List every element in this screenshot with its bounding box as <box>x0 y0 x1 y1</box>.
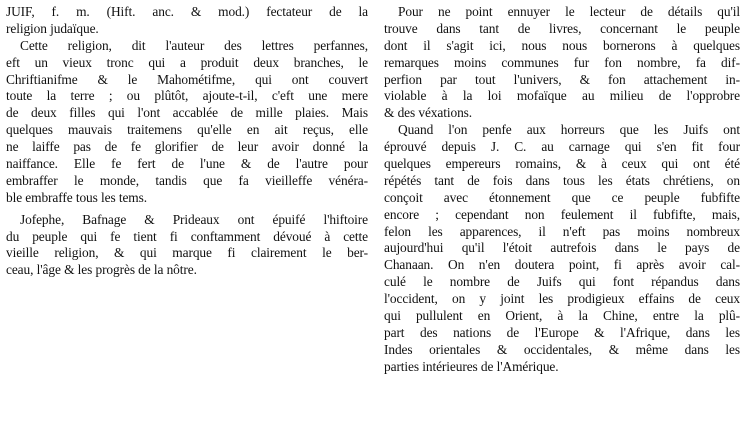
text-line: éprouvé depuis J. C. au carnage qui s'en fit four <box>384 139 740 155</box>
right-column <box>384 4 740 376</box>
text-line: Quand l'on penfe aux horreurs que les Juifs ont <box>398 122 740 138</box>
text-line: qui pullulent en Orient, à la Chine, entre la plû- <box>384 308 740 324</box>
text-line: aujourd'hui qu'il l'étoit autrefois dans le pays de <box>384 240 740 256</box>
text-line: quelques empereurs romains, & à ceux qui ont été <box>384 156 740 172</box>
text-line: conçoit avec étonnement que ce peuple fubfifte <box>384 189 740 205</box>
text-line: parties intérieures de l'Amérique. <box>384 358 559 374</box>
text-line: de deux filles qui l'ont accablée de mille plaies. Mais <box>6 105 368 121</box>
text-line: embraffer le monde, tandis que fa vieilleffe vénéra- <box>6 172 368 188</box>
text-line: Pour ne point ennuyer le lecteur de détails qu'il <box>398 4 740 19</box>
text-line: JUIF, f. m. (Hift. anc. & mod.) fectateur de la <box>6 4 368 19</box>
text-line: trouve dans tant de livres, concernant le peuple <box>384 20 740 36</box>
text-line: perfion par tout l'univers, & fon attachement in- <box>384 71 740 87</box>
text-line: répétés tant de fois dans tous les états chrétiens, on <box>384 172 740 188</box>
text-line: quelques mauvais traitemens qu'elle en ait reçus, elle <box>6 122 368 138</box>
paragraph-definition <box>6 4 368 38</box>
text-line: Chanaan. On n'en doutera point, fi après avoir cal- <box>384 257 740 273</box>
text-line: l'occident, on y joint les prodigieux effains de ceux <box>384 291 740 307</box>
text-line: dont il s'agit ici, nous nous bornerons à quelques <box>384 37 740 53</box>
text-line: & des véxations. <box>384 105 473 121</box>
text-line: ceau, l'âge & les progrès de la nôtre. <box>6 262 197 278</box>
text-line: Chriftianifme & le Mahométifme, qui ont couvert <box>6 71 368 87</box>
left-column <box>6 4 368 279</box>
text-line: toute la terre ; ou plûtôt, ajoute-t-il, c'eft une mere <box>6 88 368 104</box>
text-line: encore ; cependant non feulement il fubfifte, mais, <box>384 206 740 222</box>
text-line: felon les apparences, il n'eft pas moins nombreux <box>384 223 740 239</box>
paragraph-remarks <box>384 4 740 122</box>
text-line: part des nations de l'Europe & l'Afrique, dans les <box>384 324 740 340</box>
text-line: violable à la loi mofaïque au milieu de l'opprobre <box>384 88 740 104</box>
text-line: Indes orientales & occidentales, & même dans les <box>384 341 740 357</box>
text-line: ne laiffe pas de fe glorifier de leur avoir donné la <box>6 139 368 155</box>
text-line: ble embraffe tous les tems. <box>6 189 147 205</box>
text-line: vieille religion, & qui marque fi clairement le ber- <box>6 245 368 261</box>
text-line: religion judaïque. <box>6 20 99 36</box>
text-line: Jofephe, Bafnage & Prideaux ont épuifé l'hiftoire <box>20 211 368 227</box>
paragraph-persecutions <box>384 122 740 375</box>
text-line: culé le nombre de Juifs qui font répandus dans <box>384 274 740 290</box>
text-line: eft un vieux tronc qui a produit deux branches, le <box>6 54 368 70</box>
text-line: naiffance. Elle fe fert de l'une & de l'autre pour <box>6 156 368 172</box>
text-line: du peuple qui fe tient fi conftamment dévoué à cette <box>6 228 368 244</box>
paragraph-religion <box>6 38 368 207</box>
text-line: remarques moins communes fur fon nombre, fa dif- <box>384 54 740 70</box>
text-line: Cette religion, dit l'auteur des lettres perfannes, <box>20 37 368 53</box>
paragraph-historians <box>6 212 368 280</box>
